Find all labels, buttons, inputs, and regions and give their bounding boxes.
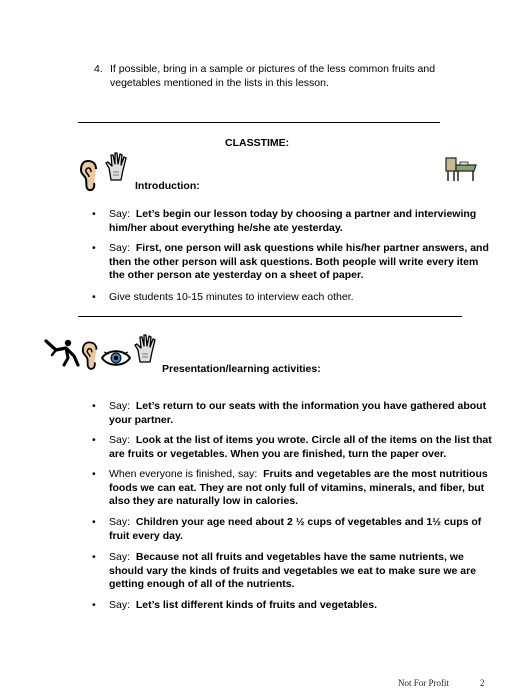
footer-label: Not For Profit bbox=[398, 678, 450, 688]
page-number: 2 bbox=[480, 678, 485, 688]
top-item-text: If possible, bring in a sample or pictures of the less common fruits and vegetables mentioned in the lists in this lesson. bbox=[110, 63, 436, 89]
bullet: • bbox=[92, 434, 96, 446]
hand-icon bbox=[104, 152, 130, 182]
bullet: • bbox=[92, 468, 96, 480]
bullet: • bbox=[92, 242, 96, 254]
top-item-number: 4. bbox=[94, 63, 103, 75]
desk-icon bbox=[444, 155, 478, 183]
ear-icon bbox=[79, 160, 101, 192]
stretching-figure-icon bbox=[44, 338, 82, 368]
divider-top bbox=[78, 122, 440, 123]
bullet: • bbox=[92, 599, 96, 611]
bullet: • bbox=[92, 516, 96, 528]
bullet: • bbox=[92, 291, 96, 303]
classtime-heading: CLASSTIME: bbox=[225, 137, 290, 149]
bullet: • bbox=[92, 551, 96, 563]
hand-icon bbox=[133, 334, 159, 364]
bullet: • bbox=[92, 400, 96, 412]
bullet: • bbox=[92, 208, 96, 220]
eye-icon bbox=[101, 348, 131, 368]
presentation-heading: Presentation/learning activities: bbox=[162, 363, 321, 375]
introduction-heading: Introduction: bbox=[135, 180, 200, 192]
divider-middle bbox=[78, 316, 462, 317]
ear-icon bbox=[81, 341, 101, 371]
